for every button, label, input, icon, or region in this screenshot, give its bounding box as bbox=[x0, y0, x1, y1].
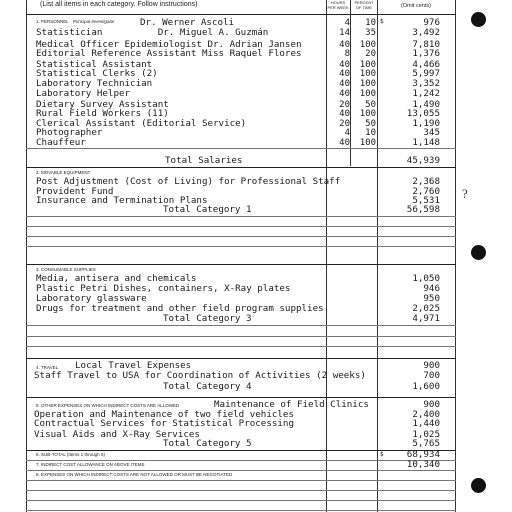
consumable-row-label: Plastic Petri Dishes, containers, X-Ray plates bbox=[36, 283, 291, 294]
travel-row-label: Local Travel Expenses bbox=[75, 360, 192, 371]
row-amount: 1,148 bbox=[412, 137, 440, 148]
row-amount: 1,490 bbox=[412, 99, 440, 110]
movable-row-label: Post Adjustment (Cost of Living) for Professional Staff bbox=[36, 176, 341, 187]
total-category-3-label: Total Category 3 bbox=[163, 313, 252, 324]
row-label: Dr. Werner Ascoli bbox=[140, 17, 235, 28]
travel-row-amount: 900 bbox=[423, 360, 440, 371]
header-rule bbox=[26, 14, 456, 15]
total-salaries-amount: 45,939 bbox=[406, 155, 440, 166]
total-category-4-amount: 1,600 bbox=[412, 381, 440, 392]
other-row-amount: 1,025 bbox=[412, 429, 440, 440]
total-category-1-amount: 56,598 bbox=[406, 204, 440, 215]
row-amount: 5,997 bbox=[412, 68, 440, 79]
row-amount: 3,492 bbox=[412, 27, 440, 38]
row-percent: 100 bbox=[359, 60, 376, 70]
other-row-label: Operation and Maintenance of two field vehicles bbox=[34, 409, 294, 420]
row-hours: 40 bbox=[339, 40, 350, 50]
row-hours: 20 bbox=[339, 100, 350, 110]
row-percent: 100 bbox=[359, 138, 376, 148]
row-rule bbox=[26, 236, 456, 237]
indirect-cost-amount: 10,340 bbox=[406, 459, 440, 470]
total-category-3-amount: 4,971 bbox=[412, 313, 440, 324]
other-row-amount: 900 bbox=[423, 399, 440, 410]
section-rule bbox=[26, 264, 456, 265]
row-percent: 10 bbox=[365, 18, 376, 28]
row-rule bbox=[26, 148, 456, 149]
total-category-1-label: Total Category 1 bbox=[163, 204, 252, 215]
row-amount: 1,376 bbox=[412, 48, 440, 59]
row-label: Clerical Assistant (Editorial Service) bbox=[36, 118, 247, 129]
row-label: Statistical Assistant bbox=[36, 59, 153, 70]
row-hours: 4 bbox=[344, 128, 350, 138]
row-amount: 976 bbox=[423, 17, 440, 28]
row-label: Laboratory Technician bbox=[36, 78, 153, 89]
personnel-row bbox=[0, 138, 512, 148]
binder-hole bbox=[471, 478, 486, 493]
consumable-row-amount: 950 bbox=[423, 293, 440, 304]
row-amount: 4,466 bbox=[412, 59, 440, 70]
row-rule bbox=[26, 346, 456, 347]
other-row-amount: 2,400 bbox=[412, 409, 440, 420]
row-rule bbox=[26, 325, 456, 326]
row-label: Chauffeur bbox=[36, 137, 86, 148]
row-hours: 40 bbox=[339, 138, 350, 148]
total-salaries-label: Total Salaries bbox=[165, 155, 243, 166]
binder-hole bbox=[471, 12, 486, 27]
row-label: Laboratory Helper bbox=[36, 88, 131, 99]
row-rule bbox=[26, 216, 456, 217]
total-category-5-amount: 5,765 bbox=[412, 438, 440, 449]
personnel-label: 1. PERSONNEL bbox=[36, 19, 69, 24]
row-percent: 50 bbox=[365, 100, 376, 110]
other-row-label: Visual Aids and X-Ray Services bbox=[34, 429, 200, 440]
pi-label: Principal Investigator bbox=[72, 19, 115, 24]
row-amount: 1,242 bbox=[412, 88, 440, 99]
row-percent: 100 bbox=[359, 40, 376, 50]
row-rule bbox=[26, 500, 456, 501]
other-row-label: Maintenance of Field Clinics bbox=[214, 399, 369, 410]
row-amount: 1,190 bbox=[412, 118, 440, 129]
total-category-5-label: Total Category 5 bbox=[163, 438, 252, 449]
section-rule bbox=[26, 397, 456, 398]
row-hours: 8 bbox=[344, 49, 350, 59]
personnel-row bbox=[0, 49, 512, 59]
row-hours: 4 bbox=[344, 18, 350, 28]
consumable-row-label: Laboratory glassware bbox=[36, 293, 147, 304]
section-rule bbox=[26, 167, 456, 168]
movable-row-amount: 2,368 bbox=[412, 176, 440, 187]
row-percent: 10 bbox=[365, 128, 376, 138]
non-indirect-expenses-label: 8. EXPENSES ON WHICH INDIRECT COSTS ARE NOT ALLOWED OR MUST BE NEGOTIATED bbox=[36, 472, 233, 477]
row-label: Rural Field Workers (11) bbox=[36, 108, 169, 119]
travel-row-label: Staff Travel to USA for Coordination of Activities (2 weeks) bbox=[34, 370, 366, 381]
consumable-row-amount: 1,050 bbox=[412, 273, 440, 284]
instructions-note: (List all items in each category. Follow instructions) bbox=[40, 1, 198, 8]
row-label: Statistician Dr. Miguel A. Guzmán bbox=[36, 27, 269, 38]
subtotal-amount: 68,934 bbox=[406, 449, 440, 460]
row-percent: 100 bbox=[359, 89, 376, 99]
row-label: Editorial Reference Assistant Miss Raquel Flores bbox=[36, 48, 302, 59]
row-label: Photographer bbox=[36, 127, 103, 138]
total-category-4-label: Total Category 4 bbox=[163, 381, 252, 392]
movable-section-label: 2. MOVABLE EQUIPMENT bbox=[36, 170, 91, 175]
row-hours: 40 bbox=[339, 89, 350, 99]
row-rule bbox=[26, 336, 456, 337]
row-amount: 7,810 bbox=[412, 39, 440, 50]
binder-hole bbox=[471, 245, 486, 260]
row-percent: 35 bbox=[365, 28, 376, 38]
row-hours: 40 bbox=[339, 60, 350, 70]
row-percent: 20 bbox=[365, 49, 376, 59]
consumable-row-label: Media, antisera and chemicals bbox=[36, 273, 197, 284]
hours-column-header: HOURS PER WEEK bbox=[327, 0, 349, 10]
consumable-section-label: 3. CONSUMABLE SUPPLIES bbox=[36, 267, 96, 272]
travel-row-amount: 700 bbox=[423, 370, 440, 381]
row-amount: 13,055 bbox=[406, 108, 440, 119]
section-rule bbox=[26, 358, 456, 359]
amount-column-header: (Omit cents) bbox=[401, 3, 431, 9]
personnel-row bbox=[0, 28, 512, 38]
row-rule bbox=[26, 490, 456, 491]
consumable-row-amount: 2,025 bbox=[412, 303, 440, 314]
row-rule bbox=[26, 226, 456, 227]
consumable-row-label: Drugs for treatment and other field program supplies bbox=[36, 303, 324, 314]
row-percent: 50 bbox=[365, 119, 376, 129]
row-percent: 100 bbox=[359, 109, 376, 119]
personnel-row bbox=[0, 89, 512, 99]
dollar-sign: $ bbox=[380, 18, 384, 25]
movable-row-label: Provident Fund bbox=[36, 186, 114, 197]
movable-row-label: Insurance and Termination Plans bbox=[36, 195, 208, 206]
row-hours: 40 bbox=[339, 69, 350, 79]
subtotal-label: 6. SUB-TOTAL (Items 1 through 5) bbox=[36, 452, 105, 457]
movable-row-amount: 2,760 bbox=[412, 186, 440, 197]
row-hours: 20 bbox=[339, 119, 350, 129]
other-row-label: Contractual Services for Statistical Processing bbox=[34, 418, 294, 429]
row-amount: 3,352 bbox=[412, 78, 440, 89]
row-rule bbox=[26, 470, 456, 471]
other-row-amount: 1,440 bbox=[412, 418, 440, 429]
row-hours: 40 bbox=[339, 109, 350, 119]
row-label: Medical Officer Epidemiologist Dr. Adrian Jansen bbox=[36, 39, 302, 50]
row-rule bbox=[26, 246, 456, 247]
travel-section-label: 4. TRAVEL bbox=[36, 365, 59, 370]
row-amount: 345 bbox=[423, 127, 440, 138]
row-label: Dietary Survey Assistant bbox=[36, 99, 169, 110]
row-label: Statistical Clerks (2) bbox=[36, 68, 158, 79]
row-rule bbox=[26, 480, 456, 481]
row-hours: 40 bbox=[339, 79, 350, 89]
movable-row-amount: 5,531 bbox=[412, 195, 440, 206]
other-section-label: 5. OTHER EXPENSES ON WHICH INDIRECT COSTS ARE ALLOWED bbox=[36, 403, 180, 408]
consumable-row-amount: 946 bbox=[423, 283, 440, 294]
handwritten-question-mark: ? bbox=[462, 186, 468, 201]
percent-column-header: PERCENT OF TIME bbox=[354, 0, 374, 10]
row-percent: 100 bbox=[359, 79, 376, 89]
indirect-cost-label: 7. INDIRECT COST ALLOWANCE ON ABOVE ITEMS bbox=[36, 462, 145, 467]
row-percent: 100 bbox=[359, 69, 376, 79]
dollar-sign: $ bbox=[380, 451, 384, 458]
row-hours: 14 bbox=[339, 28, 350, 38]
row-rule bbox=[26, 510, 456, 511]
